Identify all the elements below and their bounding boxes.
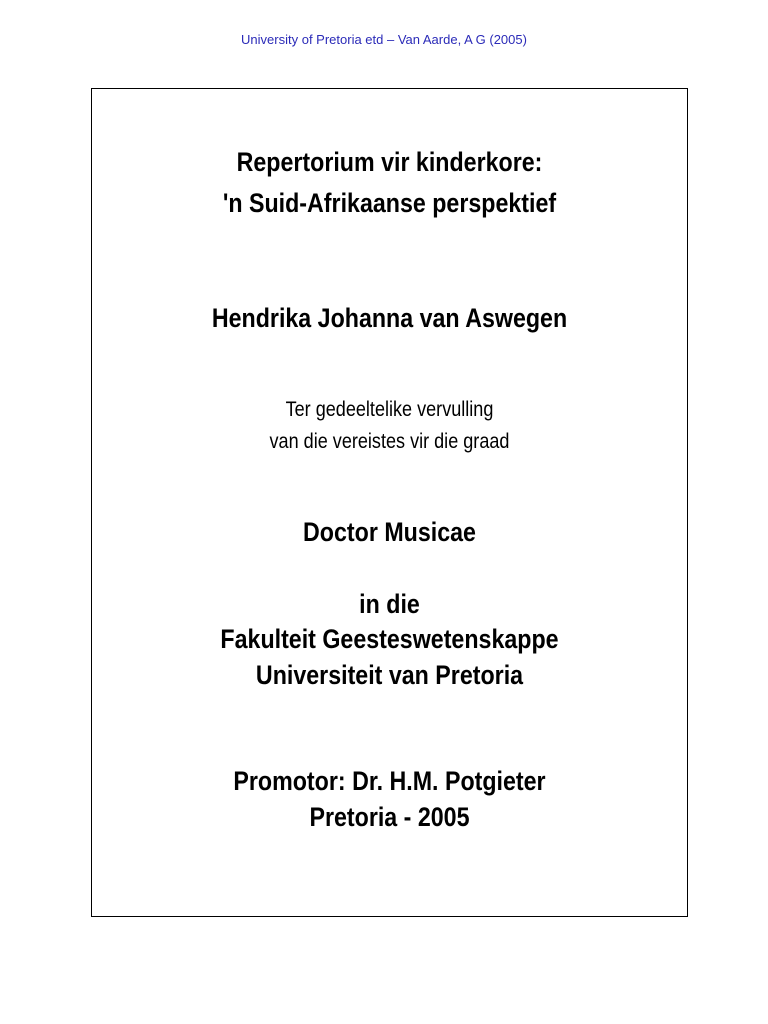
faculty-intro: in die	[359, 589, 420, 619]
university-name: Universiteit van Pretoria	[255, 660, 524, 690]
author-name: Hendrika Johanna van Aswegen	[211, 303, 568, 333]
degree-name: Doctor Musicae	[303, 517, 476, 547]
place-year-line: Pretoria - 2005	[309, 802, 470, 832]
faculty-name: Fakulteit Geesteswetenskappe	[220, 624, 559, 654]
fulfilment-line-2: van die vereistes vir die graad	[269, 430, 510, 453]
repository-header: University of Pretoria etd – Van Aarde, A G (2005)	[241, 32, 527, 47]
thesis-title-line-1: Repertorium vir kinderkore:	[236, 147, 543, 177]
promoter-line: Promotor: Dr. H.M. Potgieter	[233, 766, 546, 796]
title-page-frame	[91, 88, 688, 917]
thesis-title-line-2: 'n Suid-Afrikaanse perspektief	[222, 188, 557, 218]
fulfilment-line-1: Ter gedeeltelike vervulling	[285, 398, 494, 421]
